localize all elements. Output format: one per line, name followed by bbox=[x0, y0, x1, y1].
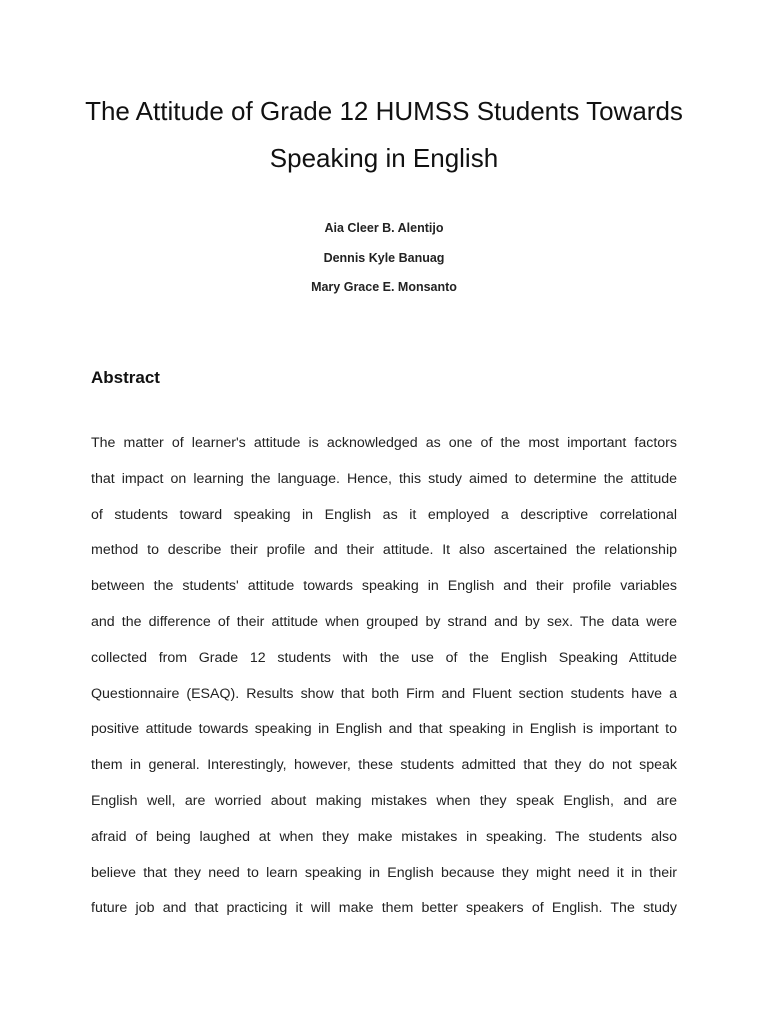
abstract-line: Questionnaire (ESAQ). Results show that both Firm and Fluent section students have a bbox=[91, 685, 677, 702]
author-2: Dennis Kyle Banuag bbox=[323, 250, 445, 265]
abstract-body bbox=[91, 428, 677, 929]
title-line-2: Speaking in English bbox=[269, 143, 499, 173]
abstract-line: English well, are worried about making mistakes when they speak English, and are bbox=[91, 792, 677, 809]
abstract-line: that impact on learning the language. Hence, this study aimed to determine the attitude bbox=[91, 470, 677, 487]
abstract-line: The matter of learner's attitude is acknowledged as one of the most important factors bbox=[91, 435, 677, 451]
abstract-heading: Abstract bbox=[91, 368, 160, 387]
author-list bbox=[0, 217, 768, 306]
abstract-line: method to describe their profile and their attitude. It also ascertained the relationship bbox=[91, 542, 677, 559]
abstract-line: them in general. Interestingly, however, these students admitted that they do not speak bbox=[91, 757, 677, 774]
abstract-line: collected from Grade 12 students with the use of the English Speaking Attitude bbox=[91, 649, 677, 666]
abstract-line: future job and that practicing it will make them better speakers of English. The study bbox=[91, 900, 677, 917]
title-line-1: The Attitude of Grade 12 HUMSS Students Towards bbox=[85, 96, 683, 126]
paper-title bbox=[60, 88, 708, 182]
author-3: Mary Grace E. Monsanto bbox=[311, 280, 457, 294]
abstract-line: positive attitude towards speaking in English and that speaking in English is important to bbox=[91, 721, 677, 738]
abstract-line: between the students' attitude towards speaking in English and their profile variables bbox=[91, 578, 677, 595]
abstract-line: of students toward speaking in English as it employed a descriptive correlational bbox=[91, 506, 677, 523]
abstract-line: and the difference of their attitude when grouped by strand and by sex. The data were bbox=[91, 613, 677, 630]
abstract-line: afraid of being laughed at when they make mistakes in speaking. The students also bbox=[91, 828, 677, 845]
author-1: Aia Cleer B. Alentijo bbox=[324, 221, 444, 235]
abstract-line: believe that they need to learn speaking in English because they might need it in their bbox=[91, 864, 677, 881]
